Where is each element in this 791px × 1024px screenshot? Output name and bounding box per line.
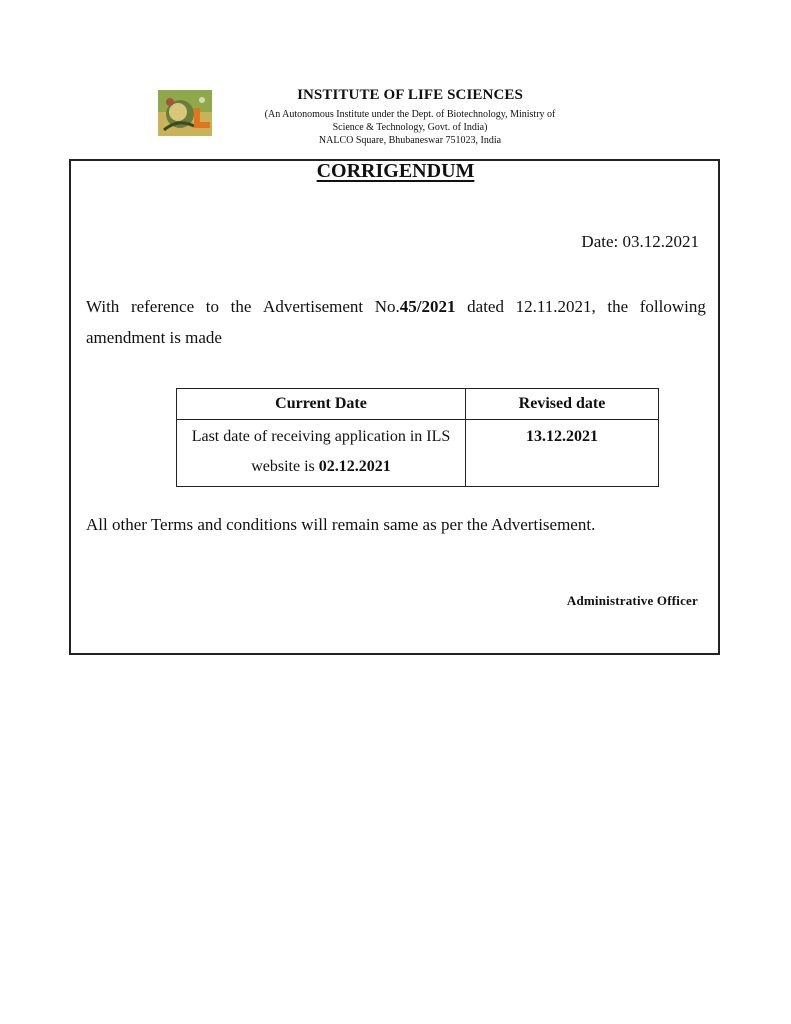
amendment-table <box>176 388 659 487</box>
signatory: Administrative Officer <box>566 593 698 608</box>
institute-subtitle-line2: Science & Technology, Govt. of India) <box>332 122 488 133</box>
para-word: to <box>205 297 220 316</box>
advertisement-number: 45/2021 <box>399 297 456 316</box>
institute-logo <box>158 90 212 136</box>
para-word: the <box>230 297 252 316</box>
table-header-row <box>177 389 659 420</box>
current-date-text: Last date of receiving application in ILS website is <box>191 428 451 475</box>
para-word: following <box>639 297 706 316</box>
para-word: dated <box>467 297 504 316</box>
reference-paragraph <box>86 291 706 353</box>
advertisement-date: 12.11.2021, <box>515 297 596 316</box>
para-word: No. <box>374 297 400 316</box>
institute-address: NALCO Square, Bhubaneswar 751023, India <box>318 135 502 146</box>
closing-statement: All other Terms and conditions will remain same as per the Advertisement. <box>86 515 596 534</box>
current-date-cell <box>177 420 466 487</box>
para-word: the <box>607 297 629 316</box>
notice-heading: CORRIGENDUM <box>316 160 475 182</box>
para-word: reference <box>130 297 195 316</box>
para-word: Advertisement <box>263 297 364 316</box>
current-date-value: 02.12.2021 <box>318 458 391 475</box>
institute-subtitle-line1: (An Autonomous Institute under the Dept. of Biotechnology, Ministry of <box>264 109 556 120</box>
header-current-date: Current Date <box>177 389 466 420</box>
header-revised-date: Revised date <box>466 389 659 420</box>
para-word: With <box>86 297 120 316</box>
para-line2: amendment is made <box>86 328 222 347</box>
revised-date-value: 13.12.2021 <box>466 420 659 487</box>
table-row <box>177 420 659 487</box>
notice-date: Date: 03.12.2021 <box>581 232 699 251</box>
institute-name: INSTITUTE OF LIFE SCIENCES <box>297 87 523 103</box>
